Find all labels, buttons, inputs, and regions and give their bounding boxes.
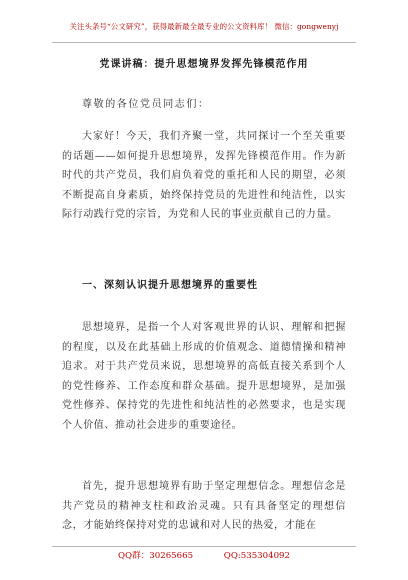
paragraph-first-point: 首先，提升思想境界有助于坚定理想信念。理想信念是共产党员的精神支柱和政治灵魂。只有具备坚定的理想信念，才能始终保持对党的忠诚和对人民的热爱，才能在 — [62, 481, 346, 532]
header-promo-text: 关注头条号“公文研究”，获得最新最全最专业的公文资料库！ 微信：gongwenyj — [69, 22, 339, 31]
footer-qq-group: QQ群：30265665 — [118, 551, 194, 561]
paragraph-definition: 思想境界，是指一个人对客观世界的认识、理解和把握的程度，以及在此基础上形成的价值观念、道德情操和精神追求。对于共产党员来说，思想境界的高低直接关系到个人的党性修养、工作态度和群众基础。提升思想境界，是加强党性修养、保持党的先进性和纯洁性的必然要求，也是实现个人价值、推动社会进步的重要途径。 — [62, 322, 346, 431]
document-title: 党课讲稿：提升思想境界发挥先锋模范作用 — [99, 59, 309, 70]
header-divider — [52, 42, 356, 43]
section-heading-1: 一、深刻认识提升思想境界的重要性 — [82, 280, 258, 291]
salutation: 尊敬的各位党员同志们： — [82, 99, 210, 110]
footer-contact — [0, 549, 408, 561]
paragraph-intro: 大家好！今天，我们齐聚一堂，共同探讨一个至关重要的话题——如何提升思想境界，发挥先锋模范作用。作为新时代的共产党员，我们肩负着党的重托和人民的期望，必须不断提高自身素质，始终保持党员的先进性和纯洁性，以实际行动践行党的宗旨，为党和人民的事业贡献自己的力量。 — [62, 131, 346, 221]
footer-divider — [52, 546, 356, 547]
footer-qq: QQ:535304092 — [223, 551, 290, 561]
